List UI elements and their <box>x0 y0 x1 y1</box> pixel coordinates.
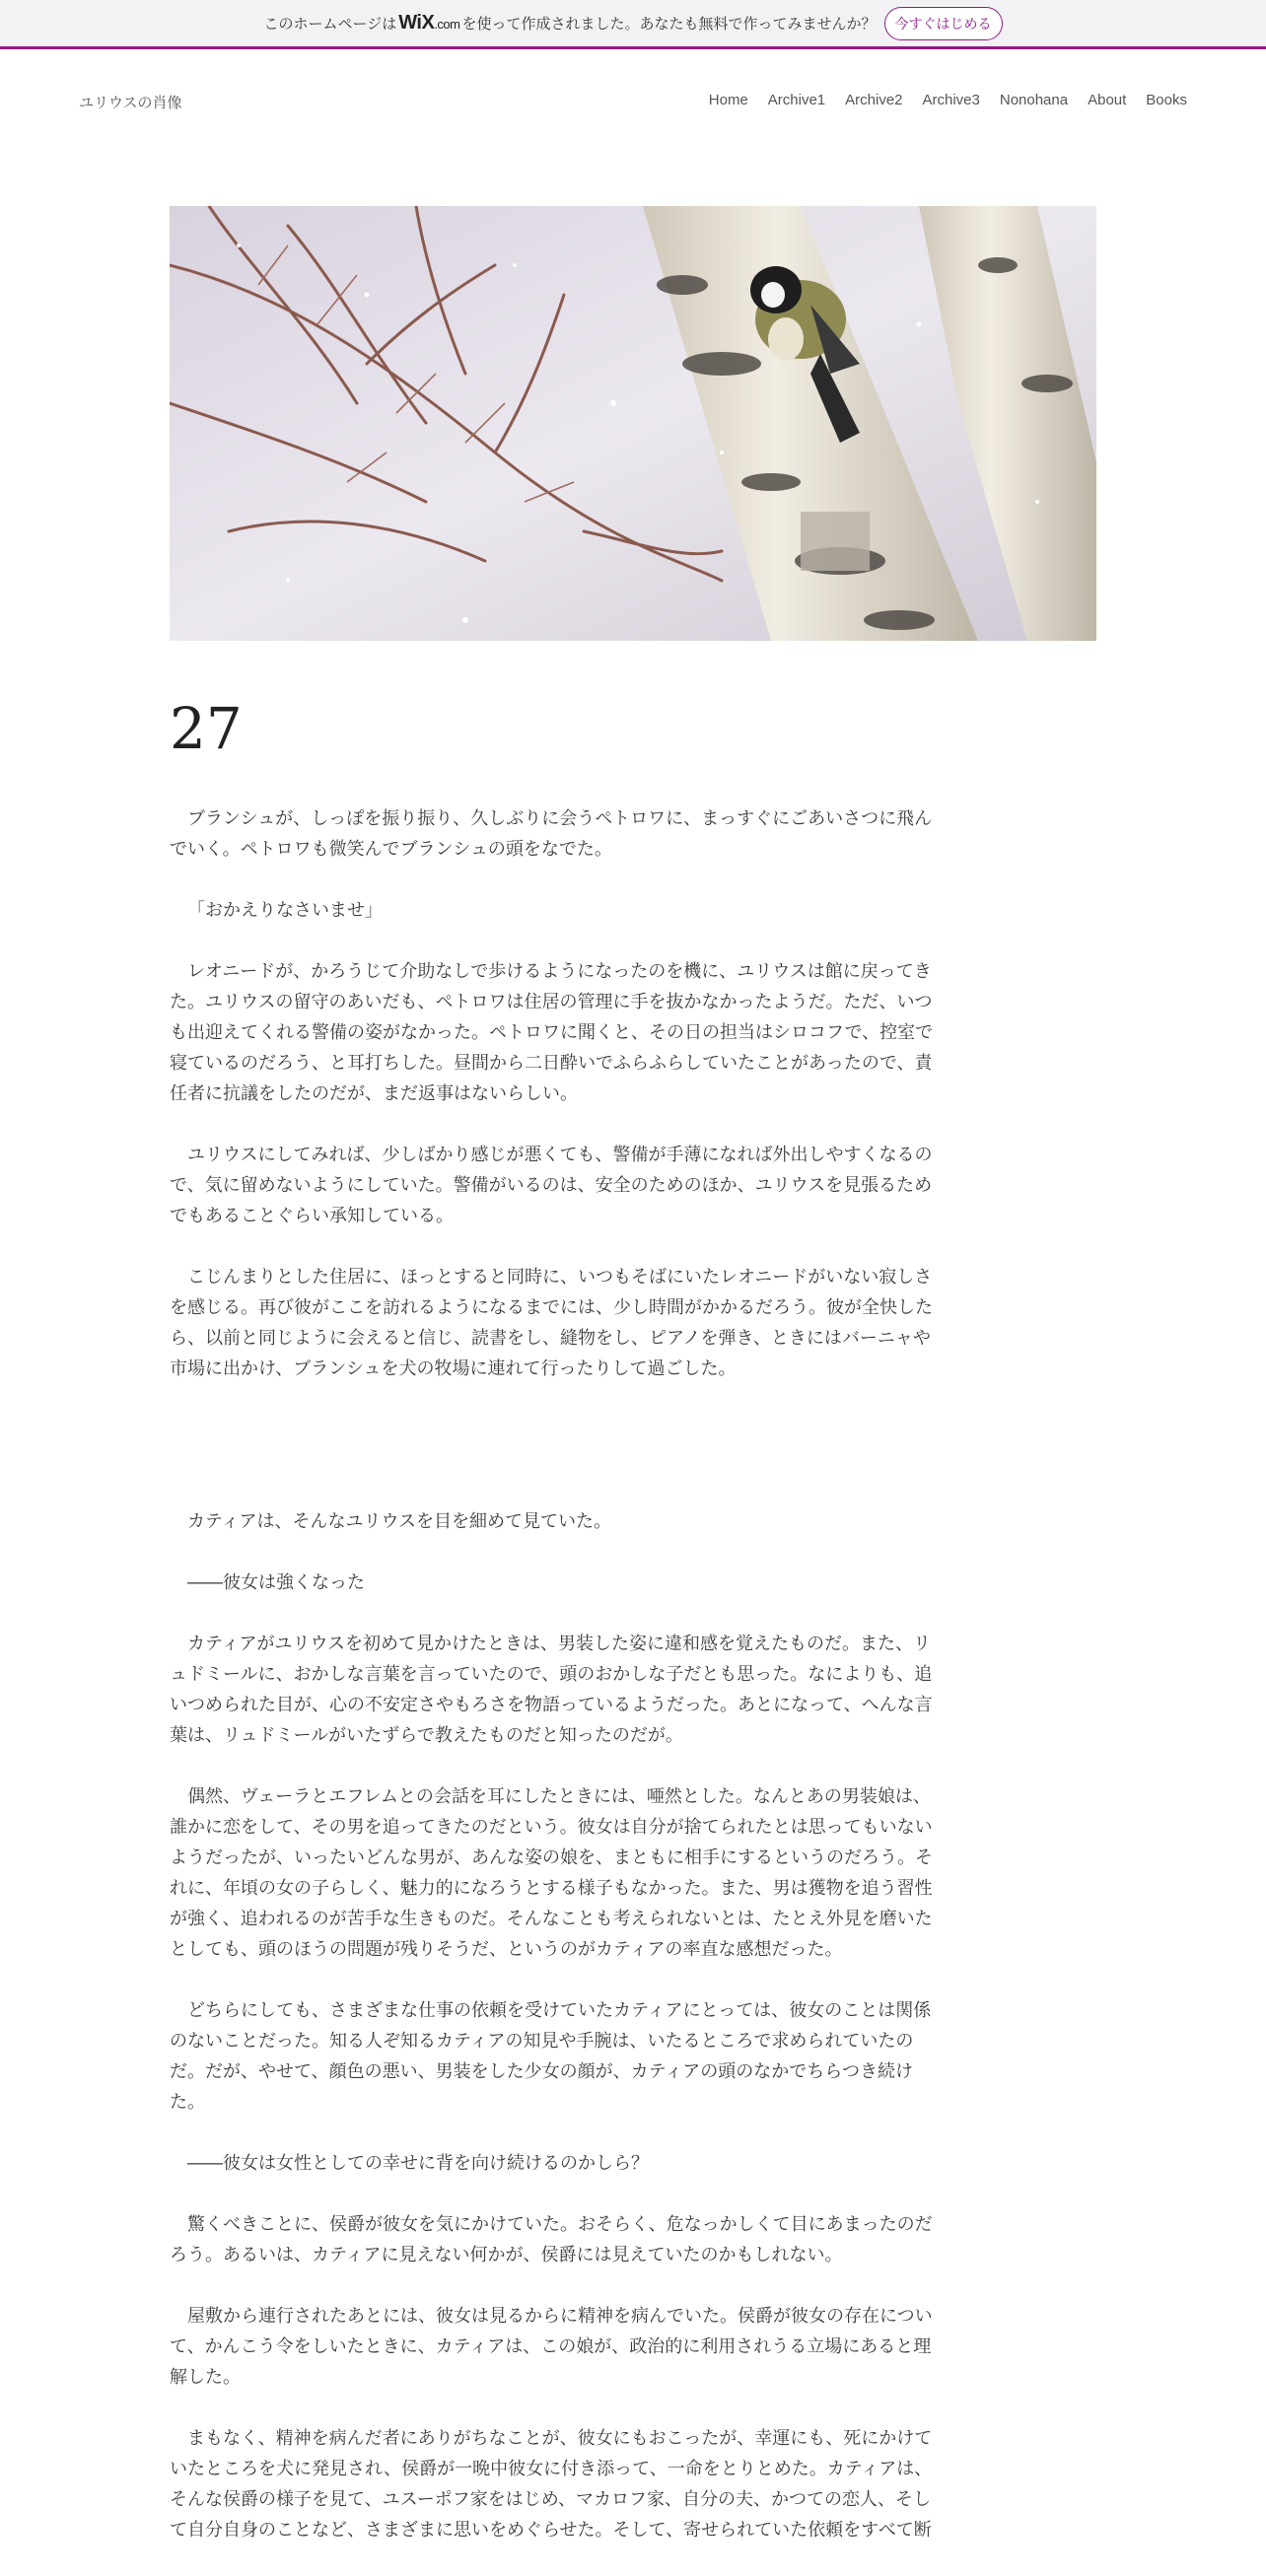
paragraph: カティアは、そんなユリウスを目を細めて見ていた。 <box>187 1511 612 1532</box>
nav-item-about[interactable]: About <box>1088 92 1127 108</box>
paragraph: どちらにしても、さまざまな仕事の依頼を受けていたカティアにとっては、彼女のことは関係のないことだった。知る人ぞ知るカティアの知見や手腕は、いたるところで求められていたのだ。だが、やせて、顔色の悪い、男装をした少女の顔が、カティアの頭のなかでちらつき続けた。 <box>170 2000 932 2113</box>
paragraph: 偶然、ヴェーラとエフレムとの会話を耳にしたときには、唖然とした。なんとあの男装娘は、誰かに恋をして、その男を追ってきたのだという。彼女は自分が捨てられたとは思ってもいないようだったが、いったいどんな男が、あんな姿の娘を、まともに相手にするというのだろう。それに、年頃の女の子らしく、魅力的になろうとする様子もなかった。また、男は獲物を追う習性が強く、追われるのが苦手な生きものだ。そんなことも考えられないとは、たとえ外見を磨いたとしても、頭のほうの問題が残りそうだ、というのがカティアの率直な感想だった。 <box>170 1786 933 1960</box>
chapter-title: 27 <box>170 695 243 762</box>
site-title[interactable]: ユリウスの肖像 <box>79 94 182 111</box>
paragraph: まもなく、精神を病んだ者にありがちなことが、彼女にもおこったが、幸運にも、死にかけていたところを犬に発見され、侯爵が一晩中彼女に付き添って、一命をとりとめた。カティアは、そんな侯爵の様子を見て、ユスーポフ家をはじめ、マカロフ家、自分の夫、かつての恋人、そして自分自身のことなど、さまざまに思いをめぐらせた。そして、寄せられていた依頼をすべて断 <box>170 2428 933 2541</box>
article-body <box>170 803 935 2576</box>
nav-item-archive2[interactable]: Archive2 <box>845 92 903 108</box>
paragraph: こじんまりとした住居に、ほっとすると同時に、いつもそばにいたレオニードがいない寂しさを感じる。再び彼がここを訪れるようになるまでには、少し時間がかかるだろう。彼が全快したら、以前と同じように会えると信じ、読書をし、縫物をし、ピアノを弾き、ときにはバーニャや市場に出かけ、ブランシュを犬の牧場に連れて行ったりして過ごした。 <box>170 1267 933 1379</box>
wix-promo-banner <box>0 0 1266 49</box>
paragraph: ブランシュが、しっぽを振り振り、久しぶりに会うペトロワに、まっすぐにごあいさつに飛んでいく。ペトロワも微笑んでブランシュの頭をなでた。 <box>170 808 933 860</box>
nav-item-nonohana[interactable]: Nonohana <box>999 92 1069 108</box>
start-now-button[interactable]: 今すぐはじめる <box>884 7 1003 40</box>
paragraph: 「おかえりなさいませ」 <box>187 900 383 921</box>
paragraph: 屋敷から連行されたあとには、彼女は見るからに精神を病んでいた。侯爵が彼女の存在について、かんこう令をしいたときに、カティアは、この娘が、政治的に利用されうる立場にあると理解した。 <box>170 2306 933 2388</box>
paragraph: ――彼女は強くなった <box>187 1572 365 1593</box>
paragraph: ユリウスにしてみれば、少しばかり感じが悪くても、警備が手薄になれば外出しやすくなるので、気に留めないようにしていた。警備がいるのは、安全のためのほか、ユリウスを見張るためでもあることぐらい承知している。 <box>170 1145 933 1226</box>
wix-logo[interactable]: WiX.com <box>398 12 460 34</box>
banner-suffix: を使って作成されました。あなたも無料で作ってみませんか？ <box>461 15 877 33</box>
paragraph: レオニードが、かろうじて介助なしで歩けるようになったのを機に、ユリウスは館に戻ってきた。ユリウスの留守のあいだも、ペトロワは住居の管理に手を抜かなかったようだ。ただ、いつも出迎えてくれる警備の姿がなかった。ペトロワに聞くと、その日の担当はシロコフで、控室で寝ているのだろう、と耳打ちした。昼間から二日酔いでふらふらしていたことがあったので、責任者に抗議をしたのだが、まだ返事はないらしい。 <box>170 961 934 1104</box>
main-nav <box>709 92 1187 108</box>
paragraph: カティアがユリウスを初めて見かけたときは、男装した姿に違和感を覚えたものだ。また、リュドミールに、おかしな言葉を言っていたので、頭のおかしな子だとも思った。なによりも、追いつめられた目が、心の不安定さやもろさを物語っているようだった。あとになって、へんな言葉は、リュドミールがいたずらで教えたものだと知ったのだが。 <box>170 1634 933 1746</box>
banner-prefix: このホームページは <box>263 15 397 33</box>
nav-item-home[interactable]: Home <box>708 92 748 108</box>
bird-on-birch-icon <box>170 206 1096 641</box>
nav-item-archive3[interactable]: Archive3 <box>922 92 980 108</box>
paragraph: 驚くべきことに、侯爵が彼女を気にかけていた。おそらく、危なっかしくて目にあまったのだろう。あるいは、カティアに見えない何かが、侯爵には見えていたのかもしれない。 <box>170 2214 933 2265</box>
hero-image <box>170 206 1096 641</box>
nav-item-books[interactable]: Books <box>1146 92 1187 108</box>
paragraph: ――彼女は女性としての幸せに背を向け続けるのかしら？ <box>187 2153 649 2174</box>
nav-item-archive1[interactable]: Archive1 <box>767 92 826 108</box>
